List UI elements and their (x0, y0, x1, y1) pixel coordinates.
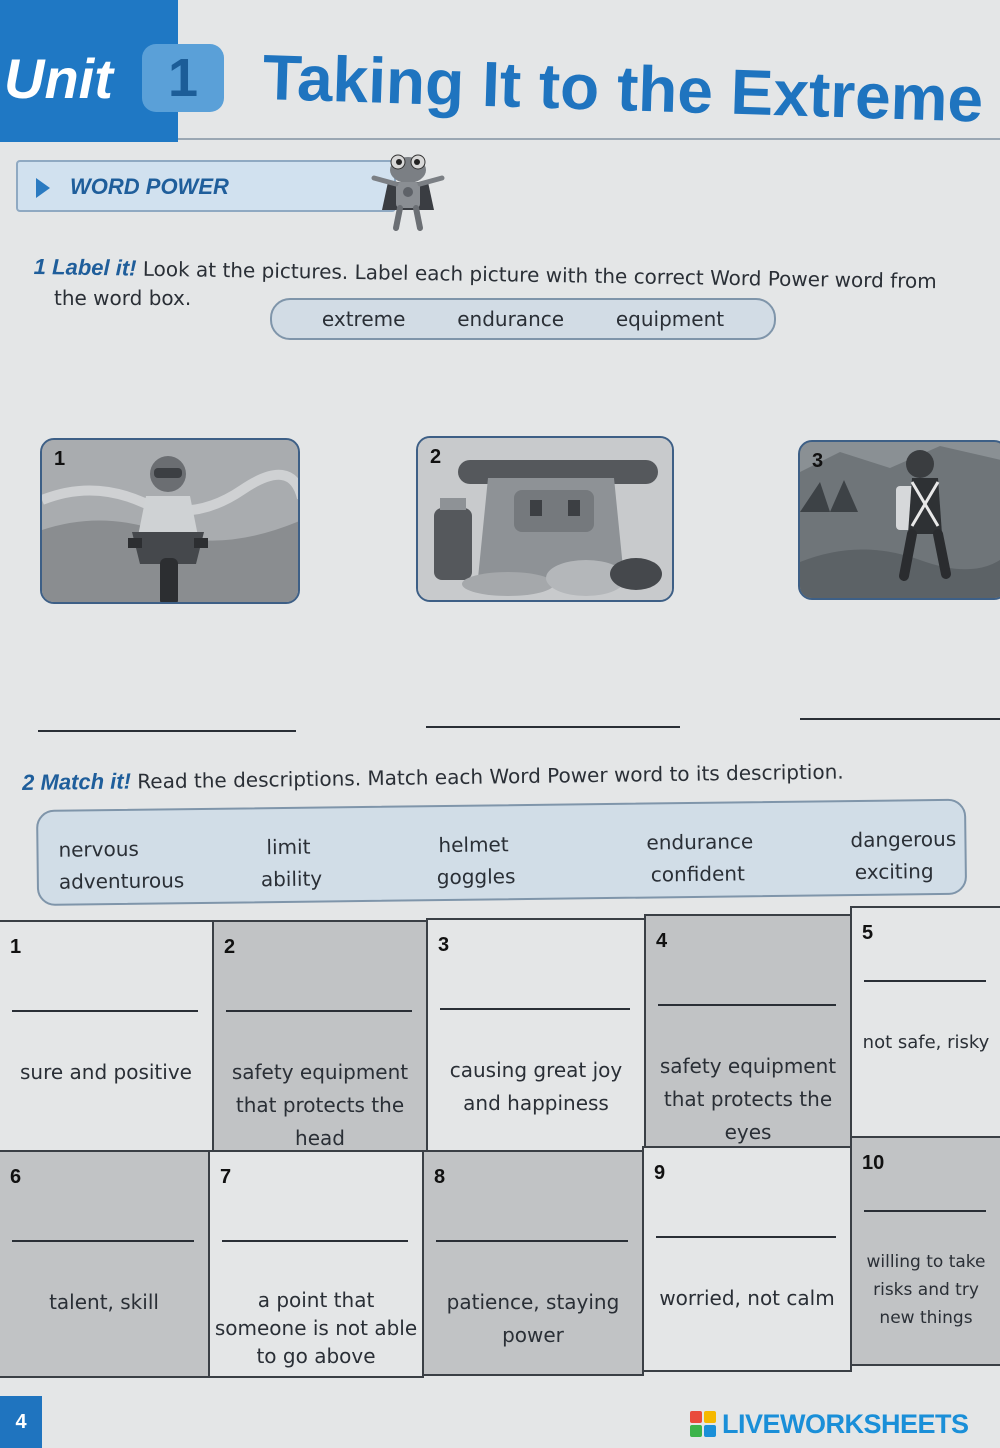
page-number: 4 (0, 1396, 42, 1448)
cell-description: worried, not calm (659, 1286, 835, 1310)
picture-number: 2 (430, 446, 442, 468)
matching-table (0, 900, 1000, 1380)
cell-number: 5 (862, 922, 874, 944)
word-box-word: endurance (646, 829, 754, 855)
word-box-word: endurance (457, 307, 565, 331)
match-cell (426, 918, 646, 1152)
unit-number-badge: 1 (142, 44, 224, 112)
answer-input-2[interactable] (426, 726, 680, 728)
cell-number: 1 (10, 936, 22, 958)
exercise-2-instruction (22, 759, 844, 796)
match-cell (422, 1150, 644, 1376)
word-box-word: extreme (321, 307, 406, 331)
picture-3 (798, 440, 1000, 600)
picture-1 (40, 438, 300, 604)
cell-description: talent, skill (49, 1290, 159, 1314)
word-box-word: ability (260, 866, 323, 892)
motorcycle-rider-image (42, 440, 300, 604)
match-cell (208, 1150, 424, 1378)
word-box-word: goggles (436, 864, 516, 890)
word-box-1 (270, 298, 776, 340)
answer-input[interactable] (864, 1210, 986, 1212)
liveworksheets-logo (690, 1406, 969, 1442)
cell-number: 8 (434, 1166, 446, 1188)
match-cell (850, 1136, 1000, 1366)
cell-number: 9 (654, 1162, 666, 1184)
exercise-2-text: Read the descriptions. Match each Word Power word to its description. (137, 759, 844, 794)
header-divider (178, 138, 1000, 140)
match-cell (212, 920, 428, 1152)
answer-input[interactable] (226, 1010, 412, 1012)
picture-number: 3 (812, 450, 824, 472)
cell-description: a point that someone is not able to go above (214, 1288, 418, 1368)
watermark-text: LIVEWORKSHEETS (722, 1408, 969, 1439)
cell-number: 6 (10, 1166, 22, 1188)
cell-description: safety equipment that protects the eyes (659, 1054, 837, 1144)
word-box-word: equipment (615, 307, 725, 331)
page-title: Taking It to the Extreme (261, 40, 985, 136)
cell-number: 7 (220, 1166, 232, 1188)
answer-input[interactable] (864, 980, 986, 982)
logo-grid-icon (690, 1411, 716, 1437)
match-cell (0, 920, 214, 1152)
frog-mascot-icon (368, 148, 448, 232)
picture-number: 1 (54, 448, 66, 470)
match-cell (642, 1146, 852, 1372)
word-box-word: helmet (438, 832, 509, 858)
answer-input[interactable] (12, 1010, 198, 1012)
word-box-word: limit (266, 834, 311, 860)
match-cell (644, 914, 852, 1152)
cell-description: patience, staying power (446, 1290, 620, 1347)
cell-description: safety equipment that protects the head (231, 1060, 409, 1150)
hiker-image (800, 442, 1000, 600)
exercise-1-instruction-cont: the word box. (54, 286, 192, 310)
section-label: WORD POWER (70, 174, 229, 199)
answer-input[interactable] (222, 1240, 408, 1242)
cell-description: causing great joy and happiness (449, 1058, 623, 1115)
picture-2 (416, 436, 674, 602)
word-box-word: confident (650, 861, 746, 887)
answer-input[interactable] (658, 1004, 836, 1006)
word-power-banner (16, 160, 396, 212)
cell-number: 3 (438, 934, 450, 956)
word-box-word: dangerous (850, 826, 957, 853)
unit-label: Unit (4, 47, 113, 110)
play-arrow-icon (36, 178, 50, 198)
answer-input-1[interactable] (38, 730, 296, 732)
answer-input[interactable] (12, 1240, 194, 1242)
cell-description: sure and positive (20, 1060, 192, 1084)
answer-input[interactable] (656, 1236, 836, 1238)
cell-number: 2 (224, 936, 236, 958)
answer-input[interactable] (440, 1008, 630, 1010)
word-box-word: exciting (854, 859, 934, 885)
exercise-1-text: Look at the pictures. Label each picture with the correct Word Power word from (142, 256, 937, 294)
cell-description: willing to take risks and try new things (866, 1252, 986, 1328)
cell-number: 4 (656, 930, 668, 952)
answer-input[interactable] (436, 1240, 628, 1242)
match-cell (850, 906, 1000, 1146)
cell-number: 10 (862, 1152, 885, 1174)
answer-input-3[interactable] (800, 718, 1000, 720)
word-box-word: adventurous (58, 868, 185, 894)
backpack-gear-image (418, 438, 674, 602)
match-cell (0, 1150, 210, 1378)
cell-description: not safe, risky (862, 1032, 990, 1053)
exercise-1-heading: 1 Label it! (33, 254, 137, 281)
word-box-2 (36, 799, 967, 906)
word-box-word: nervous (58, 836, 140, 862)
exercise-2-heading: 2 Match it! (22, 768, 132, 795)
